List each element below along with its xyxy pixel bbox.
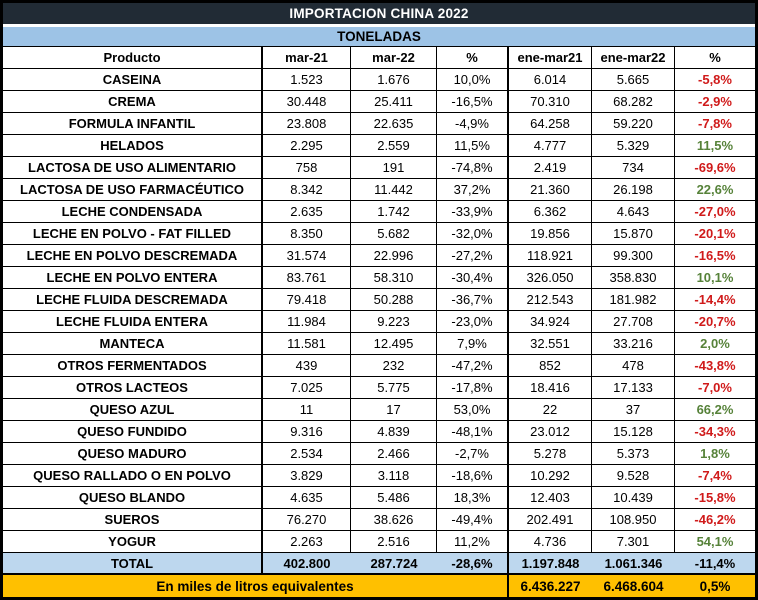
col-header-pct-mar-cell: % [437, 47, 509, 68]
table-row [3, 399, 755, 421]
mar21-cell: 3.829 [263, 465, 351, 486]
table-row [3, 223, 755, 245]
mar21-cell: 2.295 [263, 135, 351, 156]
units-label: TONELADAS [337, 29, 421, 44]
enemar22-cell: 478 [592, 355, 675, 376]
pct-ene-cell: -5,8% [698, 72, 732, 87]
table-row [3, 377, 755, 399]
mar21-cell: 11 [263, 399, 351, 420]
enemar22-cell: 5.329 [592, 135, 675, 156]
enemar22-cell: 358.830 [592, 267, 675, 288]
page-title: IMPORTACION CHINA 2022 [289, 6, 469, 21]
product-cell: LECHE FLUIDA ENTERA [3, 311, 263, 332]
enemar22-cell: 181.982 [592, 289, 675, 310]
pct-ene-cell: 2,0% [700, 336, 730, 351]
pct-mar-cell: -4,9% [437, 113, 509, 134]
total-row [3, 553, 755, 575]
mar21-cell: 7.025 [263, 377, 351, 398]
enemar21-cell: 118.921 [509, 245, 592, 266]
mar21-cell: 11.581 [263, 333, 351, 354]
pct-mar-cell: -33,9% [437, 201, 509, 222]
table-title-bar [3, 3, 755, 24]
product-cell: QUESO FUNDIDO [3, 421, 263, 442]
pct-ene-cell: 11,5% [696, 138, 734, 153]
mar21-cell: 2.263 [263, 531, 351, 552]
enemar21-cell: 64.258 [509, 113, 592, 134]
pct-mar-cell: -32,0% [437, 223, 509, 244]
enemar22-cell: 5.373 [592, 443, 675, 464]
mar21-cell: 76.270 [263, 509, 351, 530]
pct-ene-cell: -7,8% [698, 116, 732, 131]
mar22-cell: 1.742 [351, 201, 437, 222]
col-header-product-cell: Producto [3, 47, 263, 68]
pct-mar-cell: 53,0% [437, 399, 509, 420]
enemar22-cell: 7.301 [592, 531, 675, 552]
enemar21-cell: 852 [509, 355, 592, 376]
product-cell: LACTOSA DE USO ALIMENTARIO [3, 157, 263, 178]
col-header-enemar21-cell: ene-mar21 [509, 47, 592, 68]
pct-ene-cell: -46,2% [694, 512, 736, 527]
col-header-mar21-cell: mar-21 [263, 47, 351, 68]
pct-mar-cell: -48,1% [437, 421, 509, 442]
col-header-mar22-cell: mar-22 [351, 47, 437, 68]
pct-ene-cell: -2,9% [698, 94, 732, 109]
total-mar21-cell: 402.800 [283, 555, 331, 571]
enemar22-cell: 4.643 [592, 201, 675, 222]
mar22-cell: 17 [351, 399, 437, 420]
pct-ene-cell: -69,6% [694, 160, 736, 175]
mar22-cell: 232 [351, 355, 437, 376]
enemar21-cell: 18.416 [509, 377, 592, 398]
units-bar [3, 27, 755, 47]
mar22-cell: 5.775 [351, 377, 437, 398]
mar22-cell: 1.676 [351, 69, 437, 90]
pct-mar-cell: -49,4% [437, 509, 509, 530]
pct-mar-cell: 18,3% [437, 487, 509, 508]
pct-mar-cell: 11,2% [437, 531, 509, 552]
product-cell: OTROS FERMENTADOS [3, 355, 263, 376]
pct-ene-cell: 10,1% [696, 270, 734, 285]
mar22-cell: 5.682 [351, 223, 437, 244]
equivalent-liters-row [3, 575, 755, 597]
equivalent-liters-label: En miles de litros equivalentes [3, 575, 509, 597]
mar22-cell: 11.442 [351, 179, 437, 200]
enemar21-cell: 4.777 [509, 135, 592, 156]
mar22-cell: 5.486 [351, 487, 437, 508]
pct-ene-cell: 1,8% [700, 446, 730, 461]
pct-ene-cell: -27,0% [694, 204, 736, 219]
enemar21-cell: 6.014 [509, 69, 592, 90]
pct-ene-cell: -7,4% [698, 468, 732, 483]
table-row [3, 267, 755, 289]
product-cell: QUESO RALLADO O EN POLVO [3, 465, 263, 486]
enemar21-cell: 19.856 [509, 223, 592, 244]
product-cell: LECHE EN POLVO DESCREMADA [3, 245, 263, 266]
total-product-cell: TOTAL [3, 553, 263, 573]
pct-mar-cell: -18,6% [437, 465, 509, 486]
product-cell: LACTOSA DE USO FARMACÉUTICO [3, 179, 263, 200]
table-row [3, 333, 755, 355]
table-body [3, 69, 755, 553]
product-cell: HELADOS [3, 135, 263, 156]
enemar22-cell: 27.708 [592, 311, 675, 332]
mar21-cell: 439 [263, 355, 351, 376]
mar21-cell: 11.984 [263, 311, 351, 332]
mar22-cell: 50.288 [351, 289, 437, 310]
enemar21-cell: 34.924 [509, 311, 592, 332]
pct-mar-cell: -30,4% [437, 267, 509, 288]
pct-mar-cell: 7,9% [437, 333, 509, 354]
pct-mar-cell: -47,2% [437, 355, 509, 376]
enemar21-cell: 2.419 [509, 157, 592, 178]
mar22-cell: 12.495 [351, 333, 437, 354]
enemar21-cell: 21.360 [509, 179, 592, 200]
enemar21-cell: 5.278 [509, 443, 592, 464]
product-cell: OTROS LACTEOS [3, 377, 263, 398]
product-cell: LECHE FLUIDA DESCREMADA [3, 289, 263, 310]
mar22-cell: 9.223 [351, 311, 437, 332]
mar22-cell: 2.559 [351, 135, 437, 156]
pct-mar-cell: -27,2% [437, 245, 509, 266]
mar21-cell: 30.448 [263, 91, 351, 112]
mar21-cell: 79.418 [263, 289, 351, 310]
pct-ene-cell: -15,8% [694, 490, 736, 505]
enemar22-cell: 99.300 [592, 245, 675, 266]
enemar22-cell: 15.128 [592, 421, 675, 442]
pct-ene-cell: -20,1% [694, 226, 736, 241]
total-enemar22-cell: 1.061.346 [604, 555, 663, 571]
enemar22-cell: 26.198 [592, 179, 675, 200]
mar21-cell: 2.534 [263, 443, 351, 464]
enemar22-cell: 33.216 [592, 333, 675, 354]
pct-ene-cell: -16,5% [694, 248, 736, 263]
total-mar22-cell: 287.724 [370, 555, 418, 571]
mar21-cell: 758 [263, 157, 351, 178]
table-row [3, 201, 755, 223]
enemar21-cell: 4.736 [509, 531, 592, 552]
total-pct-ene-cell: -11,4% [694, 555, 736, 571]
table-row [3, 531, 755, 553]
mar22-cell: 58.310 [351, 267, 437, 288]
table-row [3, 245, 755, 267]
enemar22-cell: 10.439 [592, 487, 675, 508]
pct-mar-cell: -23,0% [437, 311, 509, 332]
enemar22-cell: 59.220 [592, 113, 675, 134]
mar21-cell: 4.635 [263, 487, 351, 508]
mar22-cell: 22.996 [351, 245, 437, 266]
pct-mar-cell: -36,7% [437, 289, 509, 310]
mar21-cell: 83.761 [263, 267, 351, 288]
column-header-row [3, 47, 755, 69]
enemar22-cell: 108.950 [592, 509, 675, 530]
equivalent-pct-ene-cell: 0,5% [699, 578, 731, 594]
enemar22-cell: 734 [592, 157, 675, 178]
pct-ene-cell: -43,8% [694, 358, 736, 373]
product-cell: QUESO BLANDO [3, 487, 263, 508]
pct-mar-cell: 11,5% [437, 135, 509, 156]
product-cell: LECHE CONDENSADA [3, 201, 263, 222]
pct-mar-cell: -16,5% [437, 91, 509, 112]
product-cell: SUEROS [3, 509, 263, 530]
product-cell: MANTECA [3, 333, 263, 354]
mar22-cell: 25.411 [351, 91, 437, 112]
mar21-cell: 23.808 [263, 113, 351, 134]
equivalent-enemar21-cell: 6.436.227 [520, 578, 581, 594]
pct-ene-cell: -20,7% [694, 314, 736, 329]
enemar21-cell: 10.292 [509, 465, 592, 486]
pct-ene-cell: -14,4% [694, 292, 736, 307]
mar22-cell: 191 [351, 157, 437, 178]
mar21-cell: 8.350 [263, 223, 351, 244]
product-cell: QUESO AZUL [3, 399, 263, 420]
enemar22-cell: 17.133 [592, 377, 675, 398]
product-cell: CREMA [3, 91, 263, 112]
pct-ene-cell: -34,3% [694, 424, 736, 439]
mar22-cell: 3.118 [351, 465, 437, 486]
pct-mar-cell: 10,0% [437, 69, 509, 90]
enemar21-cell: 202.491 [509, 509, 592, 530]
pct-mar-cell: -74,8% [437, 157, 509, 178]
mar21-cell: 2.635 [263, 201, 351, 222]
col-header-pct-ene-cell: % [709, 50, 721, 65]
enemar21-cell: 6.362 [509, 201, 592, 222]
mar21-cell: 8.342 [263, 179, 351, 200]
pct-mar-cell: 37,2% [437, 179, 509, 200]
mar21-cell: 31.574 [263, 245, 351, 266]
enemar22-cell: 15.870 [592, 223, 675, 244]
mar21-cell: 1.523 [263, 69, 351, 90]
table-row [3, 113, 755, 135]
enemar22-cell: 9.528 [592, 465, 675, 486]
pct-mar-cell: -2,7% [437, 443, 509, 464]
table-row [3, 443, 755, 465]
pct-ene-cell: -7,0% [698, 380, 732, 395]
mar21-cell: 9.316 [263, 421, 351, 442]
product-cell: QUESO MADURO [3, 443, 263, 464]
mar22-cell: 2.466 [351, 443, 437, 464]
col-header-enemar22-cell: ene-mar22 [592, 47, 675, 68]
enemar22-cell: 5.665 [592, 69, 675, 90]
enemar21-cell: 212.543 [509, 289, 592, 310]
product-cell: LECHE EN POLVO ENTERA [3, 267, 263, 288]
table-row [3, 421, 755, 443]
enemar21-cell: 70.310 [509, 91, 592, 112]
equivalent-enemar22-cell: 6.468.604 [603, 578, 664, 594]
table-row [3, 135, 755, 157]
table-row [3, 355, 755, 377]
table-row [3, 509, 755, 531]
mar22-cell: 38.626 [351, 509, 437, 530]
enemar21-cell: 23.012 [509, 421, 592, 442]
product-cell: FORMULA INFANTIL [3, 113, 263, 134]
pct-ene-cell: 22,6% [696, 182, 734, 197]
table-row [3, 465, 755, 487]
table-row [3, 157, 755, 179]
mar22-cell: 4.839 [351, 421, 437, 442]
mar22-cell: 22.635 [351, 113, 437, 134]
product-cell: LECHE EN POLVO - FAT FILLED [3, 223, 263, 244]
enemar21-cell: 22 [509, 399, 592, 420]
pct-mar-cell: -17,8% [437, 377, 509, 398]
product-cell: YOGUR [3, 531, 263, 552]
enemar21-cell: 326.050 [509, 267, 592, 288]
total-enemar21-cell: 1.197.848 [521, 555, 580, 571]
pct-ene-cell: 66,2% [696, 402, 734, 417]
product-cell: CASEINA [3, 69, 263, 90]
table-row [3, 311, 755, 333]
pct-ene-cell: 54,1% [696, 534, 734, 549]
enemar21-cell: 12.403 [509, 487, 592, 508]
table-row [3, 179, 755, 201]
enemar21-cell: 32.551 [509, 333, 592, 354]
table-row [3, 487, 755, 509]
enemar22-cell: 68.282 [592, 91, 675, 112]
enemar22-cell: 37 [592, 399, 675, 420]
total-pct-mar-cell: -28,6% [437, 553, 509, 573]
table-row [3, 69, 755, 91]
table-row [3, 289, 755, 311]
table-row [3, 91, 755, 113]
mar22-cell: 2.516 [351, 531, 437, 552]
